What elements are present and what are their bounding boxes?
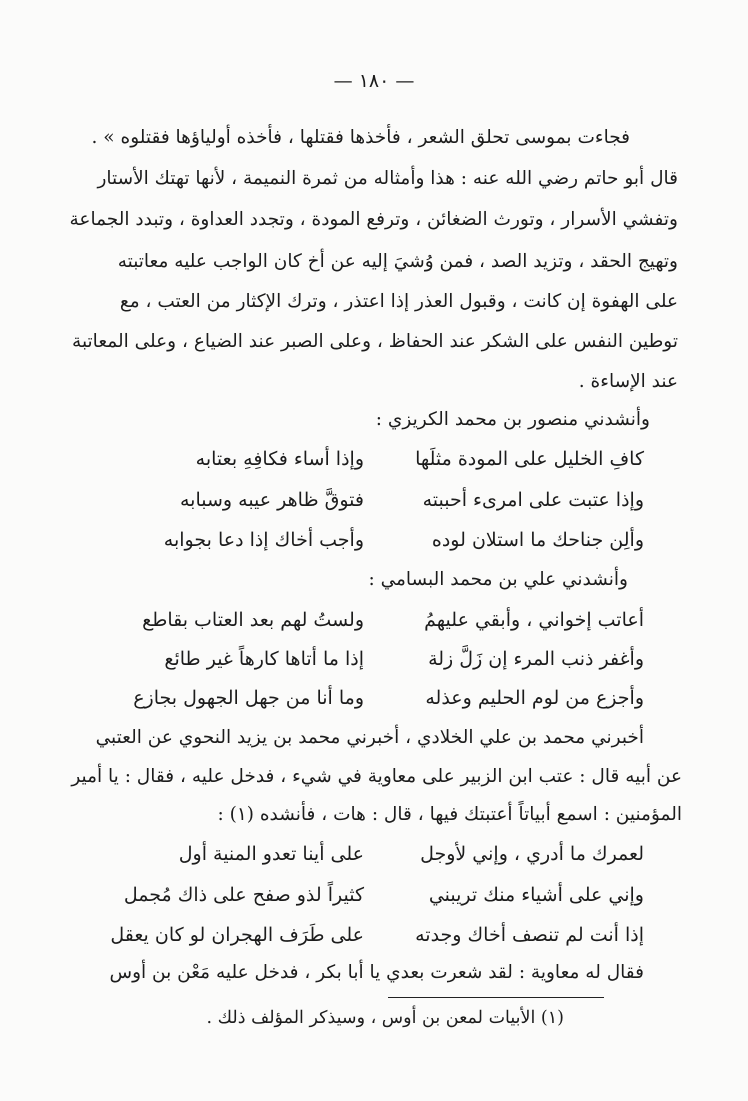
poem-intro: وأنشدني منصور بن محمد الكريزي : — [375, 409, 650, 430]
prose-line: فقال له معاوية : لقد شعرت بعدي يا أبا بكر ، فدخل عليه مَعْن بن أوس — [109, 962, 644, 983]
prose-line: أخبرني محمد بن علي الخلادي ، أخبرني محمد بن يزيد النحوي عن العتبي — [95, 727, 644, 748]
prose-line: المؤمنين : اسمع أبياتاً أعتبتك فيها ، قال : هات ، فأنشده (١) : — [217, 804, 682, 825]
verse-second-half: ولستُ لهم بعد العتاب بقاطع — [142, 609, 364, 631]
prose-line: على الهفوة إن كانت ، وقبول العذر إذا اعتذر ، وترك الإكثار من العتب ، مع — [119, 291, 678, 312]
poem-intro: وأنشدني علي بن محمد البسامي : — [368, 569, 628, 590]
verse-second-half: وأجب أخاك إذا دعا بجوابه — [163, 529, 364, 551]
verse-first-half: وإذا عتبت على امرىء أحببته — [422, 489, 644, 511]
verse-first-half: وأجزع من لوم الحليم وعذله — [425, 687, 644, 709]
footnote: (١) الأبيات لمعن بن أوس ، وسيذكر المؤلف ذلك . — [206, 1008, 564, 1028]
verse-first-half: أعاتب إخواني ، وأبقي عليهمُ — [424, 609, 644, 631]
page-number: — ١٨٠ — — [333, 70, 415, 92]
verse-second-half: فتوقَّ ظاهر عيبه وسبابه — [180, 489, 364, 511]
verse-second-half: وما أنا من جهل الجهول بجازع — [133, 687, 364, 709]
prose-line: عن أبيه قال : عتب ابن الزبير على معاوية في شيء ، فدخل عليه ، فقال : يا أمير — [71, 766, 682, 787]
prose-line: وتفشي الأسرار ، وتورث الضغائن ، وترفع المودة ، وتجدد العداوة ، وتبدد الجماعة — [69, 209, 678, 230]
verse-first-half: كافِ الخليل على المودة مثلَها — [415, 448, 644, 470]
prose-line: فجاءت بموسى تحلق الشعر ، فأخذها فقتلها ، فأخذه أولياؤها فقتلوه » . — [91, 127, 630, 148]
verse-first-half: وإني على أشياء منك تريبني — [428, 884, 644, 906]
prose-line: قال أبو حاتم رضي الله عنه : هذا وأمثاله من ثمرة النميمة ، لأنها تهتك الأستار — [97, 168, 678, 189]
verse-second-half: وإذا أساء فكافِهِ بعتابه — [195, 448, 364, 470]
verse-first-half: وألِن جناحك ما استلان لوده — [431, 529, 644, 551]
verse-first-half: إذا أنت لم تنصف أخاك وجدته — [415, 924, 644, 946]
verse-first-half: لعمرك ما أدري ، وإني لأوجل — [420, 843, 644, 865]
verse-second-half: على طَرَف الهجران لو كان يعقل — [110, 924, 364, 946]
verse-second-half: على أينا تعدو المنية أول — [178, 843, 364, 865]
verse-second-half: إذا ما أتاها كارهاً غير طائع — [164, 648, 364, 670]
footnote-divider — [388, 997, 604, 998]
verse-second-half: كثيراً لذو صفح على ذاك مُجمل — [123, 884, 364, 906]
prose-line: توطين النفس على الشكر عند الحفاظ ، وعلى الصبر عند الضياع ، وعلى المعاتبة — [72, 331, 678, 352]
prose-line: عند الإساءة . — [578, 371, 678, 392]
verse-first-half: وأغفر ذنب المرء إن زَلَّ زلة — [428, 648, 644, 670]
prose-line: وتهيج الحقد ، وتزيد الصد ، فمن وُشيَ إليه عن أخ كان الواجب عليه معاتبته — [117, 251, 678, 272]
